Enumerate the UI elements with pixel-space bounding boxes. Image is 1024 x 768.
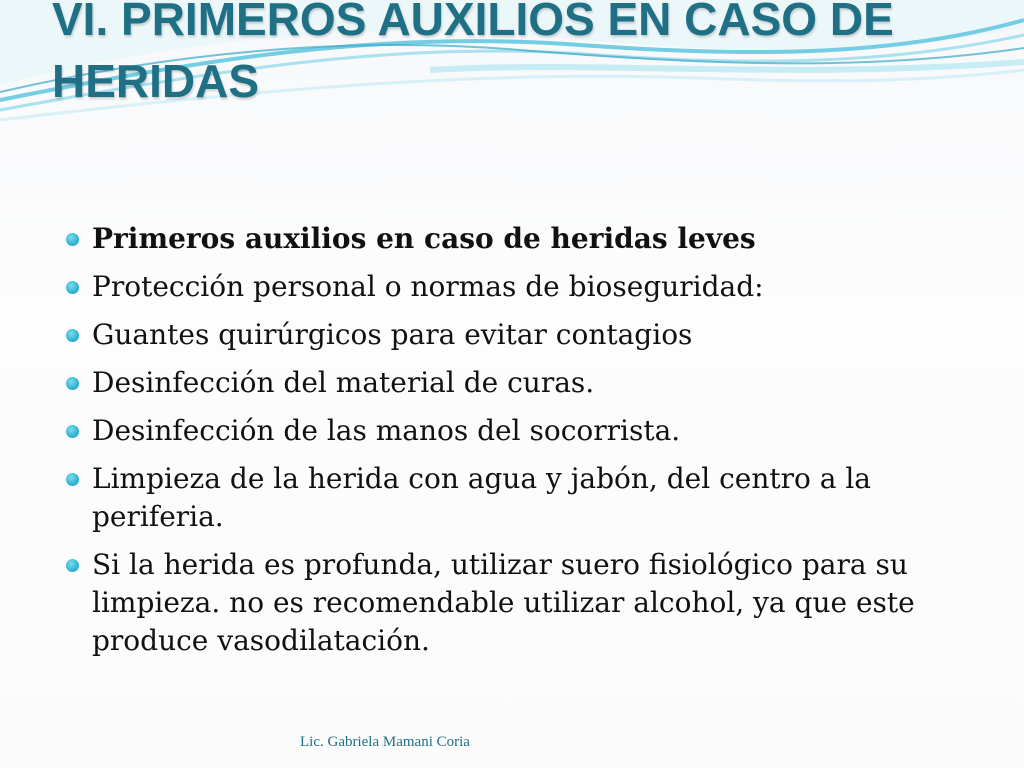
list-item xyxy=(66,268,966,306)
bullet-icon xyxy=(66,425,79,438)
list-item xyxy=(66,364,966,402)
list-item-text: Protección personal o normas de bioseguridad: xyxy=(92,270,764,303)
bullet-icon xyxy=(66,559,79,572)
bullet-icon xyxy=(66,281,79,294)
list-item-text: Limpieza de la herida con agua y jabón, del centro a la periferia. xyxy=(92,462,871,533)
bullet-icon xyxy=(66,329,79,342)
list-item-text: Si la herida es profunda, utilizar suero fisiológico para su limpieza. no es recomendable utilizar alcohol, ya que este produce vasodilatación. xyxy=(92,548,915,657)
bullet-list xyxy=(66,220,966,670)
list-item xyxy=(66,460,966,536)
bullet-icon xyxy=(66,377,79,390)
list-item-text: Desinfección del material de curas. xyxy=(92,366,595,399)
footer-author: Lic. Gabriela Mamani Coria xyxy=(300,734,470,750)
list-item-text: Desinfección de las manos del socorrista. xyxy=(92,414,681,447)
list-item xyxy=(66,220,966,258)
list-item-text: Guantes quirúrgicos para evitar contagios xyxy=(92,318,693,351)
list-item xyxy=(66,546,966,660)
list-item xyxy=(66,316,966,354)
bullet-icon xyxy=(66,233,79,246)
bullet-icon xyxy=(66,473,79,486)
list-item-text: Primeros auxilios en caso de heridas leves xyxy=(92,222,756,255)
slide-title: VI. PRIMEROS AUXILIOS EN CASO DE HERIDAS xyxy=(52,0,894,107)
list-item xyxy=(66,412,966,450)
